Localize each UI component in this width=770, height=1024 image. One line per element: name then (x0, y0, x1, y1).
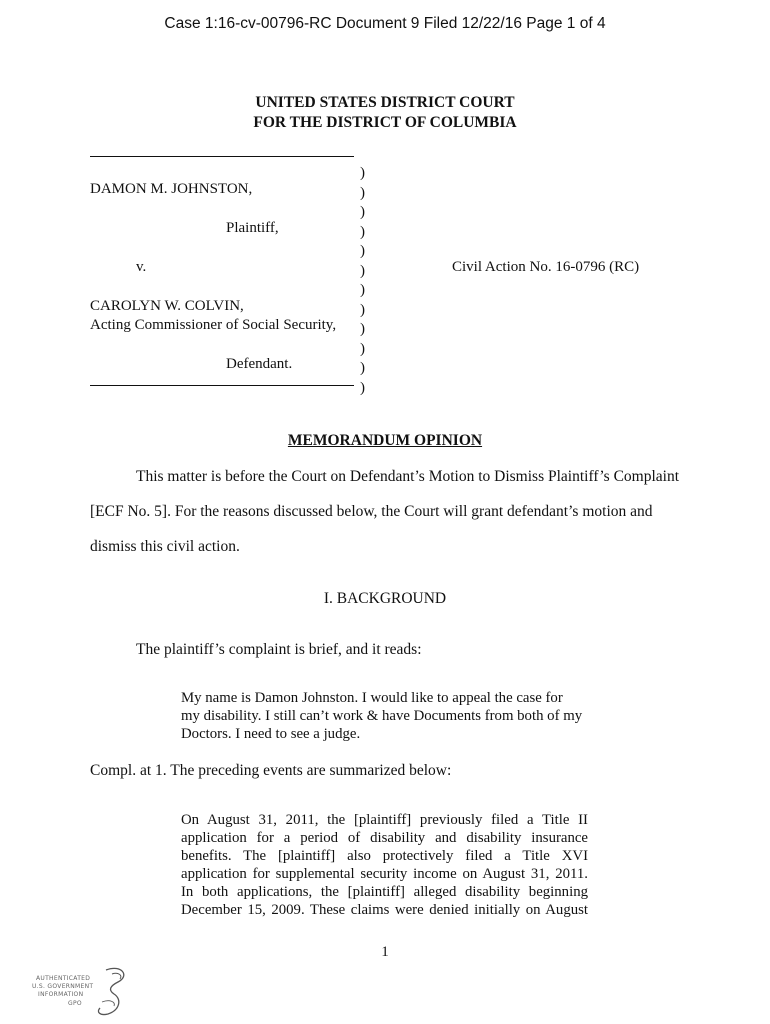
defendant-name: CAROLYN W. COLVIN, (90, 298, 244, 314)
history-quote-line-5: In both applications, the [plaintiff] alleged disability beginning (181, 884, 588, 900)
section-heading: I. BACKGROUND (323, 590, 447, 607)
plaintiff-name: DAMON M. JOHNSTON, (90, 181, 253, 197)
seal-line-4: GPO (68, 1000, 82, 1007)
caption-bottom-rule (90, 385, 354, 386)
complaint-quote-line-2: my disability. I still can’t work & have Documents from both of my (181, 708, 583, 724)
caption-top-rule (90, 156, 354, 157)
history-quote-line-1: On August 31, 2011, the [plaintiff] previously filed a Title II (181, 812, 588, 828)
history-quote-line-2: application for a period of disability and disability insurance (181, 830, 588, 846)
intro-line-3: dismiss this civil action. (90, 538, 240, 555)
complaint-quote-line-1: My name is Damon Johnston. I would like to appeal the case for (181, 690, 563, 706)
seal-line-3: INFORMATION (38, 991, 84, 998)
gpo-authentication-seal (30, 966, 140, 1020)
page-number: 1 (381, 944, 389, 960)
plaintiff-role: Plaintiff, (226, 220, 279, 236)
defendant-role: Defendant. (226, 356, 293, 372)
intro-line-1: This matter is before the Court on Defendant’s Motion to Dismiss Plaintiff’s Complaint (136, 468, 680, 485)
defendant-title: Acting Commissioner of Social Security, (90, 317, 337, 333)
complaint-quote-line-3: Doctors. I need to see a judge. (181, 726, 361, 742)
opinion-title: MEMORANDUM OPINION (287, 432, 483, 449)
versus-label: v. (136, 259, 147, 275)
complaint-intro: The plaintiff’s complaint is brief, and it reads: (136, 641, 422, 658)
seal-line-2: U.S. GOVERNMENT (32, 983, 94, 990)
case-number: Civil Action No. 16-0796 (RC) (452, 259, 640, 275)
caption-parentheses: ) ) ) ) ) ) ) ) ) ) ) ) (360, 165, 365, 396)
seal-line-1: AUTHENTICATED (36, 975, 91, 982)
history-quote-line-6: December 15, 2009. These claims were denied initially on August (181, 902, 588, 918)
intro-line-2: [ECF No. 5]. For the reasons discussed below, the Court will grant defendant’s motion and (90, 503, 653, 520)
complaint-citation: Compl. at 1. The preceding events are summarized below: (90, 762, 452, 779)
history-quote-line-4: application for supplemental security income on August 31, 2011. (181, 866, 588, 882)
case-header: Case 1:16-cv-00796-RC Document 9 Filed 12/22/16 Page 1 of 4 (164, 15, 606, 32)
court-name-line-1: UNITED STATES DISTRICT COURT (255, 94, 515, 111)
eagle-head-icon (112, 973, 121, 979)
court-name-line-2: FOR THE DISTRICT OF COLUMBIA (253, 114, 517, 131)
history-quote-line-3: benefits. The [plaintiff] also protectively filed a Title XVI (181, 848, 588, 864)
